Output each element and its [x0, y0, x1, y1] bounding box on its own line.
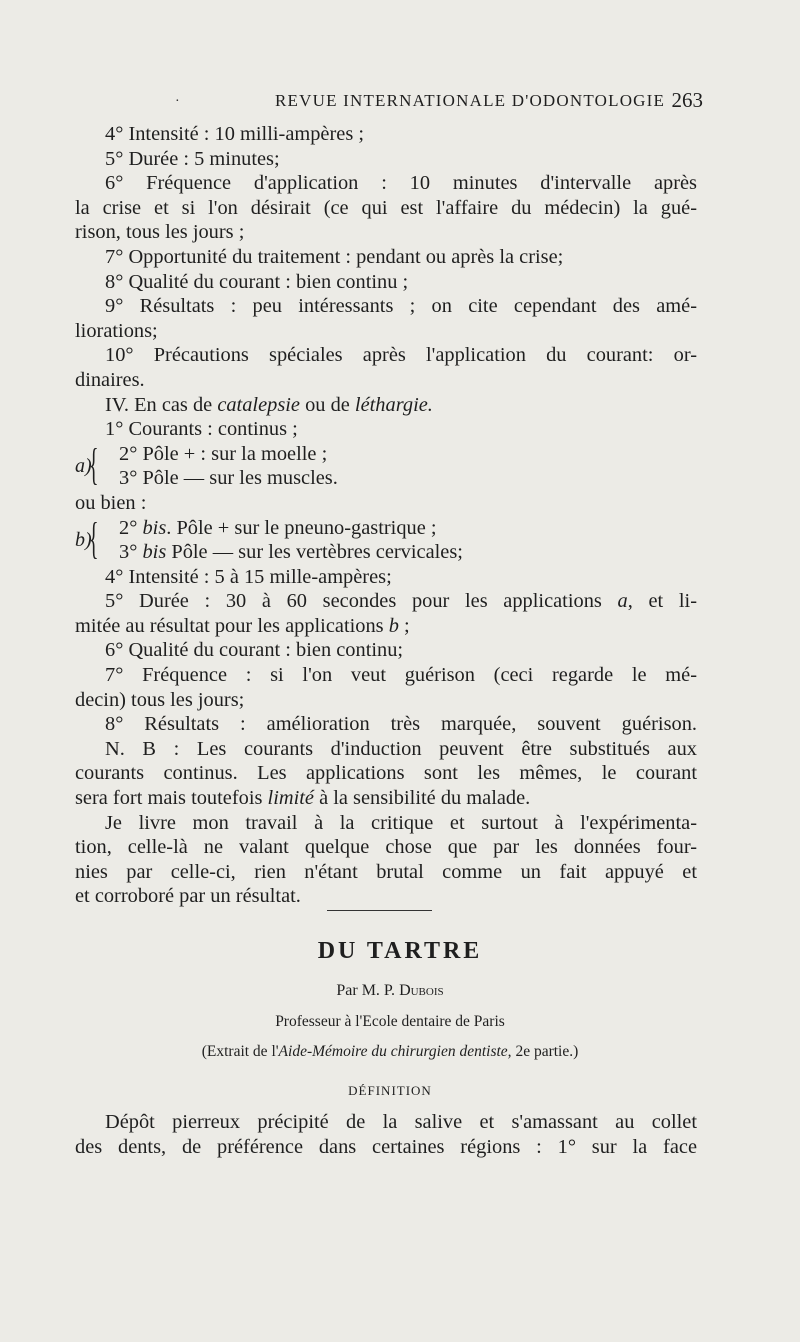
- text-line: et corroboré par un résultat.: [75, 885, 301, 908]
- text-line: 4° Intensité : 5 à 15 mille-ampères;: [105, 565, 392, 588]
- brace-lines: [119, 516, 463, 565]
- text-line: 10° Précautions spéciales après l'application du courant: or-: [105, 344, 697, 367]
- article-title: DU TARTRE: [317, 938, 483, 964]
- italic-term: bis: [142, 516, 167, 539]
- definition-text: [75, 1110, 697, 1159]
- text-line: 9° Résultats : peu intéressants ; on cite cependant des amé-: [105, 295, 697, 318]
- text-span: (Extrait de l': [201, 1043, 279, 1060]
- brace-group-a: [75, 439, 697, 491]
- text-span: à la sensibilité du malade.: [313, 787, 531, 810]
- brace-lines: [119, 442, 338, 491]
- text-line: 8° Qualité du courant : bien continu ;: [105, 270, 409, 293]
- running-title: REVUE INTERNATIONALE D'ODONTOLOGIE: [275, 91, 666, 110]
- text-span: ou de: [299, 393, 355, 416]
- running-header: [75, 88, 705, 118]
- italic-term: limité: [267, 787, 314, 810]
- text-line: Dépôt pierreux précipité de la salive et s'amassant au collet: [105, 1111, 697, 1133]
- text-span: , et li-: [627, 590, 697, 613]
- source-title: Aide-Mémoire du chirurgien dentiste,: [278, 1043, 512, 1060]
- italic-term: bis: [142, 541, 167, 564]
- text-line: decin) tous les jours;: [75, 688, 245, 711]
- text-line: 5° Durée : 5 minutes;: [105, 147, 280, 170]
- text-line: [75, 786, 697, 811]
- section-divider: [327, 910, 432, 911]
- text-line: 6° Fréquence d'application : 10 minutes d'intervalle après: [105, 172, 697, 195]
- text-line: 4° Intensité : 10 milli-ampères ;: [105, 123, 365, 145]
- text-line: [75, 614, 697, 639]
- header-dot: ·: [175, 94, 180, 109]
- text-line: courants continus. Les applications sont les mêmes, le courant: [75, 762, 697, 785]
- text-line: tion, celle-là ne valant quelque chose que par les données four-: [75, 836, 697, 859]
- page-number: 263: [671, 88, 703, 112]
- text-line: ou bien :: [75, 491, 147, 514]
- author-byline: [0, 982, 780, 1000]
- text-line: la crise et si l'on désirait (ce qui est l'affaire du médecin) la gué-: [75, 196, 697, 219]
- text-span: 2e partie.): [511, 1043, 579, 1060]
- brace-label: a): [75, 454, 92, 477]
- brace-label: b): [75, 528, 92, 551]
- text-line: [119, 540, 463, 565]
- text-line: 1° Courants : continus ;: [105, 418, 298, 441]
- body-text: [75, 122, 697, 909]
- text-line: dinaires.: [75, 368, 145, 391]
- byline-prefix: Par M. P.: [336, 982, 400, 999]
- text-line: liorations;: [75, 319, 158, 342]
- text-line: Je livre mon travail à la critique et surtout à l'expérimenta-: [105, 811, 697, 834]
- text-span: 2°: [119, 516, 143, 539]
- text-span: Pôle — sur les vertèbres cervicales;: [166, 541, 463, 564]
- brace-group-b: [75, 513, 697, 565]
- brace-icon: {: [89, 513, 99, 563]
- text-span: sera fort mais toutefois: [75, 787, 268, 810]
- italic-term: b: [388, 614, 399, 637]
- text-span: 5° Durée : 30 à 60 secondes pour les applications: [105, 590, 618, 613]
- text-span: . Pôle + sur le pneuno-gastrique ;: [166, 516, 437, 539]
- text-line: des dents, de préférence dans certaines régions : 1° sur la face: [75, 1135, 697, 1158]
- text-line: [75, 393, 697, 418]
- text-line: nies par celle-ci, rien n'étant brutal comme un fait appuyé et: [75, 860, 697, 883]
- text-line: [119, 516, 463, 541]
- text-line: rison, tous les jours ;: [75, 221, 245, 244]
- text-line: 7° Fréquence : si l'on veut guérison (ceci regarde le mé-: [105, 664, 697, 687]
- author-affiliation: Professeur à l'Ecole dentaire de Paris: [275, 1013, 505, 1030]
- text-span: 3°: [119, 541, 143, 564]
- italic-term: a: [617, 590, 628, 613]
- text-span: IV. En cas de: [105, 393, 218, 416]
- text-span: mitée au résultat pour les applications: [75, 614, 389, 637]
- text-line: 2° Pôle + : sur la moelle ;: [119, 442, 328, 465]
- italic-term: léthargie.: [354, 393, 433, 416]
- text-line: 7° Opportunité du traitement : pendant ou après la crise;: [105, 245, 564, 268]
- text-line: 6° Qualité du courant : bien continu;: [105, 639, 404, 662]
- text-span: ;: [398, 614, 410, 637]
- source-note: [0, 1043, 780, 1061]
- author-name: Dubois: [399, 982, 444, 999]
- brace-icon: {: [89, 439, 99, 489]
- text-line: N. B : Les courants d'induction peuvent être substitués aux: [105, 737, 697, 760]
- text-line: [75, 589, 697, 614]
- text-line: 3° Pôle — sur les muscles.: [119, 467, 338, 490]
- italic-term: catalepsie: [217, 393, 300, 416]
- definition-heading: DÉFINITION: [348, 1083, 432, 1098]
- text-line: 8° Résultats : amélioration très marquée, souvent guérison.: [105, 713, 697, 736]
